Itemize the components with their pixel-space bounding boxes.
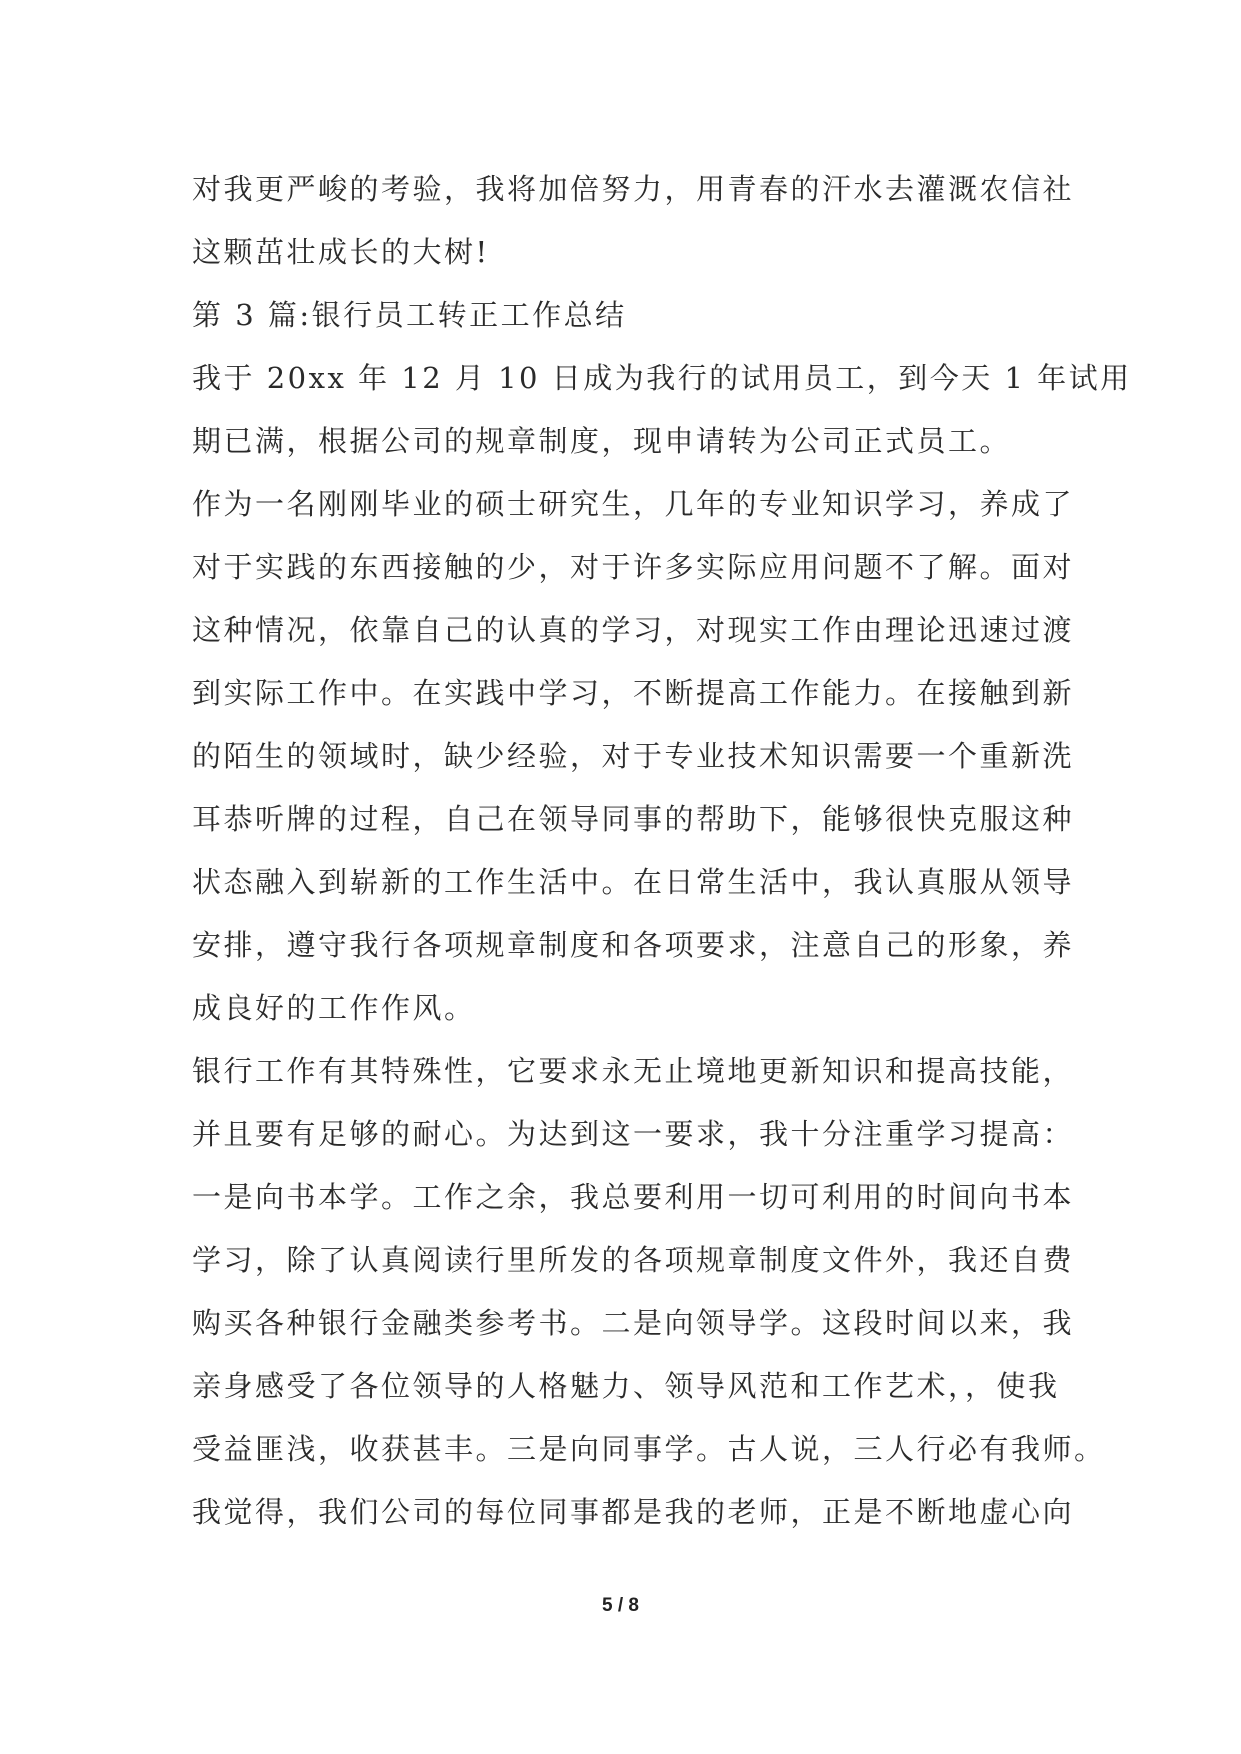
text-line: 对我更严峻的考验，我将加倍努力，用青春的汗水去灌溉农信社: [192, 172, 1075, 206]
text-line: 并且要有足够的耐心。为达到这一要求，我十分注重学习提高：: [192, 1117, 1075, 1151]
text-line: 亲身感受了各位领导的人格魅力、领导风范和工作艺术，，使我: [192, 1369, 1060, 1403]
text-line: 受益匪浅，收获甚丰。三是向同事学。古人说，三人行必有我师。: [192, 1432, 1106, 1466]
section-heading: 第 3 篇:银行员工转正工作总结: [192, 298, 627, 332]
page-number: 5 / 8: [602, 1595, 639, 1616]
text-line: 购买各种银行金融类参考书。二是向领导学。这段时间以来，我: [192, 1306, 1075, 1340]
text-line: 这种情况，依靠自己的认真的学习，对现实工作由理论迅速过渡: [192, 613, 1075, 647]
text-line: 到实际工作中。在实践中学习，不断提高工作能力。在接触到新: [192, 676, 1075, 710]
text-line: 银行工作有其特殊性，它要求永无止境地更新知识和提高技能，: [192, 1054, 1075, 1088]
text-line: 安排，遵守我行各项规章制度和各项要求，注意自己的形象，养: [192, 928, 1075, 962]
document-body: [192, 158, 1132, 1544]
text-line: 我觉得，我们公司的每位同事都是我的老师，正是不断地虚心向: [192, 1495, 1075, 1529]
text-line: 作为一名刚刚毕业的硕士研究生，几年的专业知识学习，养成了: [192, 487, 1075, 521]
text-line: 状态融入到崭新的工作生活中。在日常生活中，我认真服从领导: [192, 865, 1075, 899]
text-line: 的陌生的领域时，缺少经验，对于专业技术知识需要一个重新洗: [192, 739, 1075, 773]
text-line: 对于实践的东西接触的少，对于许多实际应用问题不了解。面对: [192, 550, 1075, 584]
text-line: 期已满，根据公司的规章制度，现申请转为公司正式员工。: [192, 424, 1012, 458]
text-line: 学习，除了认真阅读行里所发的各项规章制度文件外，我还自费: [192, 1243, 1075, 1277]
text-line: 成良好的工作作风。: [192, 991, 476, 1025]
text-line: 这颗茁壮成长的大树!: [192, 235, 490, 269]
text-line: 一是向书本学。工作之余，我总要利用一切可利用的时间向书本: [192, 1180, 1075, 1214]
text-line: 我于 20xx 年 12 月 10 日成为我行的试用员工，到今天 1 年试用: [192, 361, 1132, 395]
text-line: 耳恭听牌的过程，自己在领导同事的帮助下，能够很快克服这种: [192, 802, 1075, 836]
